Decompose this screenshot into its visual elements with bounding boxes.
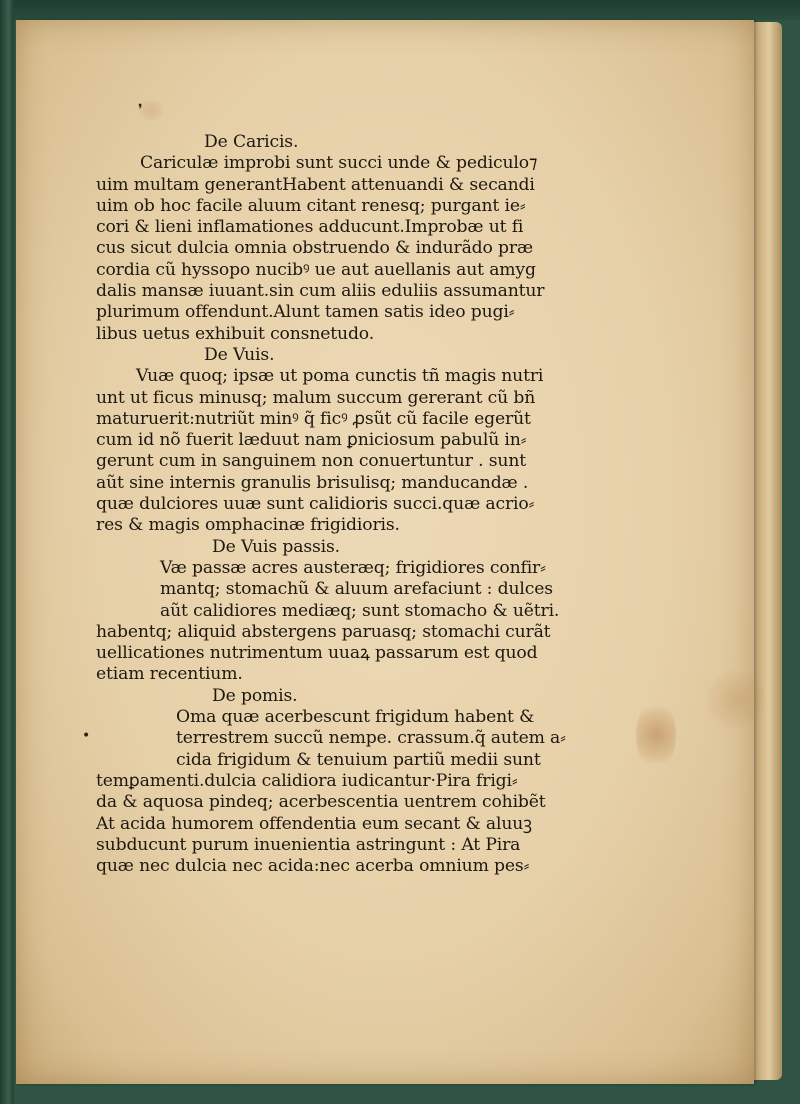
text-line: De Vuis. [204, 344, 275, 365]
text-line: De pomis. [212, 685, 298, 706]
text-line: maturuerit:nutriũt minꝰ q̃ ficꝰ ꝓsũt cũ facile egerũt [96, 408, 531, 429]
text-line: quæ nec dulcia nec acida:nec acerba omnium pes⸗ [96, 856, 530, 877]
text-line: aũt sine internis granulis brisulisq; manducandæ . [96, 472, 529, 493]
text-line: Cariculæ improbi sunt succi unde & pediculo⁊ [140, 153, 538, 174]
text-line: quæ dulciores uuæ sunt calidioris succi.quæ acrio⸗ [96, 494, 535, 515]
text-line: aũt calidiores mediæq; sunt stomacho & uẽtri. [160, 600, 560, 621]
text-line: cida frigidum & tenuium partiũ medii sunt [176, 749, 541, 770]
book-page [16, 20, 754, 1084]
text-line: habentq; aliquid abstergens paruasq; stomachi curãt [96, 621, 551, 642]
text-line: uim ob hoc facile aluum citant renesq; purgant ie⸗ [96, 195, 526, 216]
text-line: cus sicut dulcia omnia obstruendo & indurãdo præ [96, 238, 533, 259]
text-line: uim multam generantHabent attenuandi & secandi [96, 174, 535, 195]
text-line: res & magis omphacinæ frigidioris. [96, 515, 400, 536]
text-line: Oma quæ acerbescunt frigidum habent & [176, 707, 535, 728]
stain-mark [706, 670, 766, 730]
text-line: mantq; stomachũ & aluum arefaciunt : dulces [160, 579, 553, 600]
page-text [96, 132, 576, 877]
text-line: gerunt cum in sanguinem non conuertuntur . sunt [96, 451, 526, 472]
text-line: cori & lieni inflamationes adducunt.Improbæ ut fi [96, 217, 524, 238]
text-line: uellicationes nutrimentum uuaꝝ passarum est quod [96, 643, 538, 664]
text-line: subducunt purum inuenientia astringunt : At Pira [96, 834, 521, 855]
text-line: temꝑamenti.dulcia calidiora iudicantur·Pira frigi⸗ [96, 770, 518, 791]
text-line: At acida humorem offendentia eum secant & aluuꝫ [96, 813, 532, 834]
binding-strip [0, 0, 14, 1104]
stain-mark [636, 700, 676, 770]
text-line: De Vuis passis. [212, 536, 340, 557]
text-line: Vuæ quoq; ipsæ ut poma cunctis tñ magis nutri [136, 366, 544, 387]
text-line: unt ut ficus minusq; malum succum gererant cũ bñ [96, 387, 536, 408]
text-line: plurimum offendunt.Alunt tamen satis ideo pugi⸗ [96, 302, 515, 323]
ink-speck: ❜ [138, 102, 143, 118]
scan-top-edge [0, 0, 800, 20]
text-line: De Caricis. [204, 132, 299, 152]
text-line: cordia cũ hyssopo nucibꝰ ue aut auellanis aut amyg [96, 259, 536, 280]
text-line: cum id nõ fuerit læduut nam ꝑniciosum pabulũ in⸗ [96, 430, 527, 451]
text-line: dalis mansæ iuuant.sin cum aliis eduliis assumantur [96, 281, 545, 302]
text-line: etiam recentium. [96, 664, 243, 685]
text-line: libus uetus exhibuit consnetudo. [96, 323, 375, 344]
text-line: da & aquosa pindeq; acerbescentia uentrem cohibẽt [96, 792, 546, 813]
text-line: terrestrem succũ nempe. crassum.q̃ autem a⸗ [176, 728, 566, 749]
text-line: Væ passæ acres austeræq; frigidiores confir⸗ [160, 557, 546, 578]
ink-dot: • [82, 728, 91, 744]
